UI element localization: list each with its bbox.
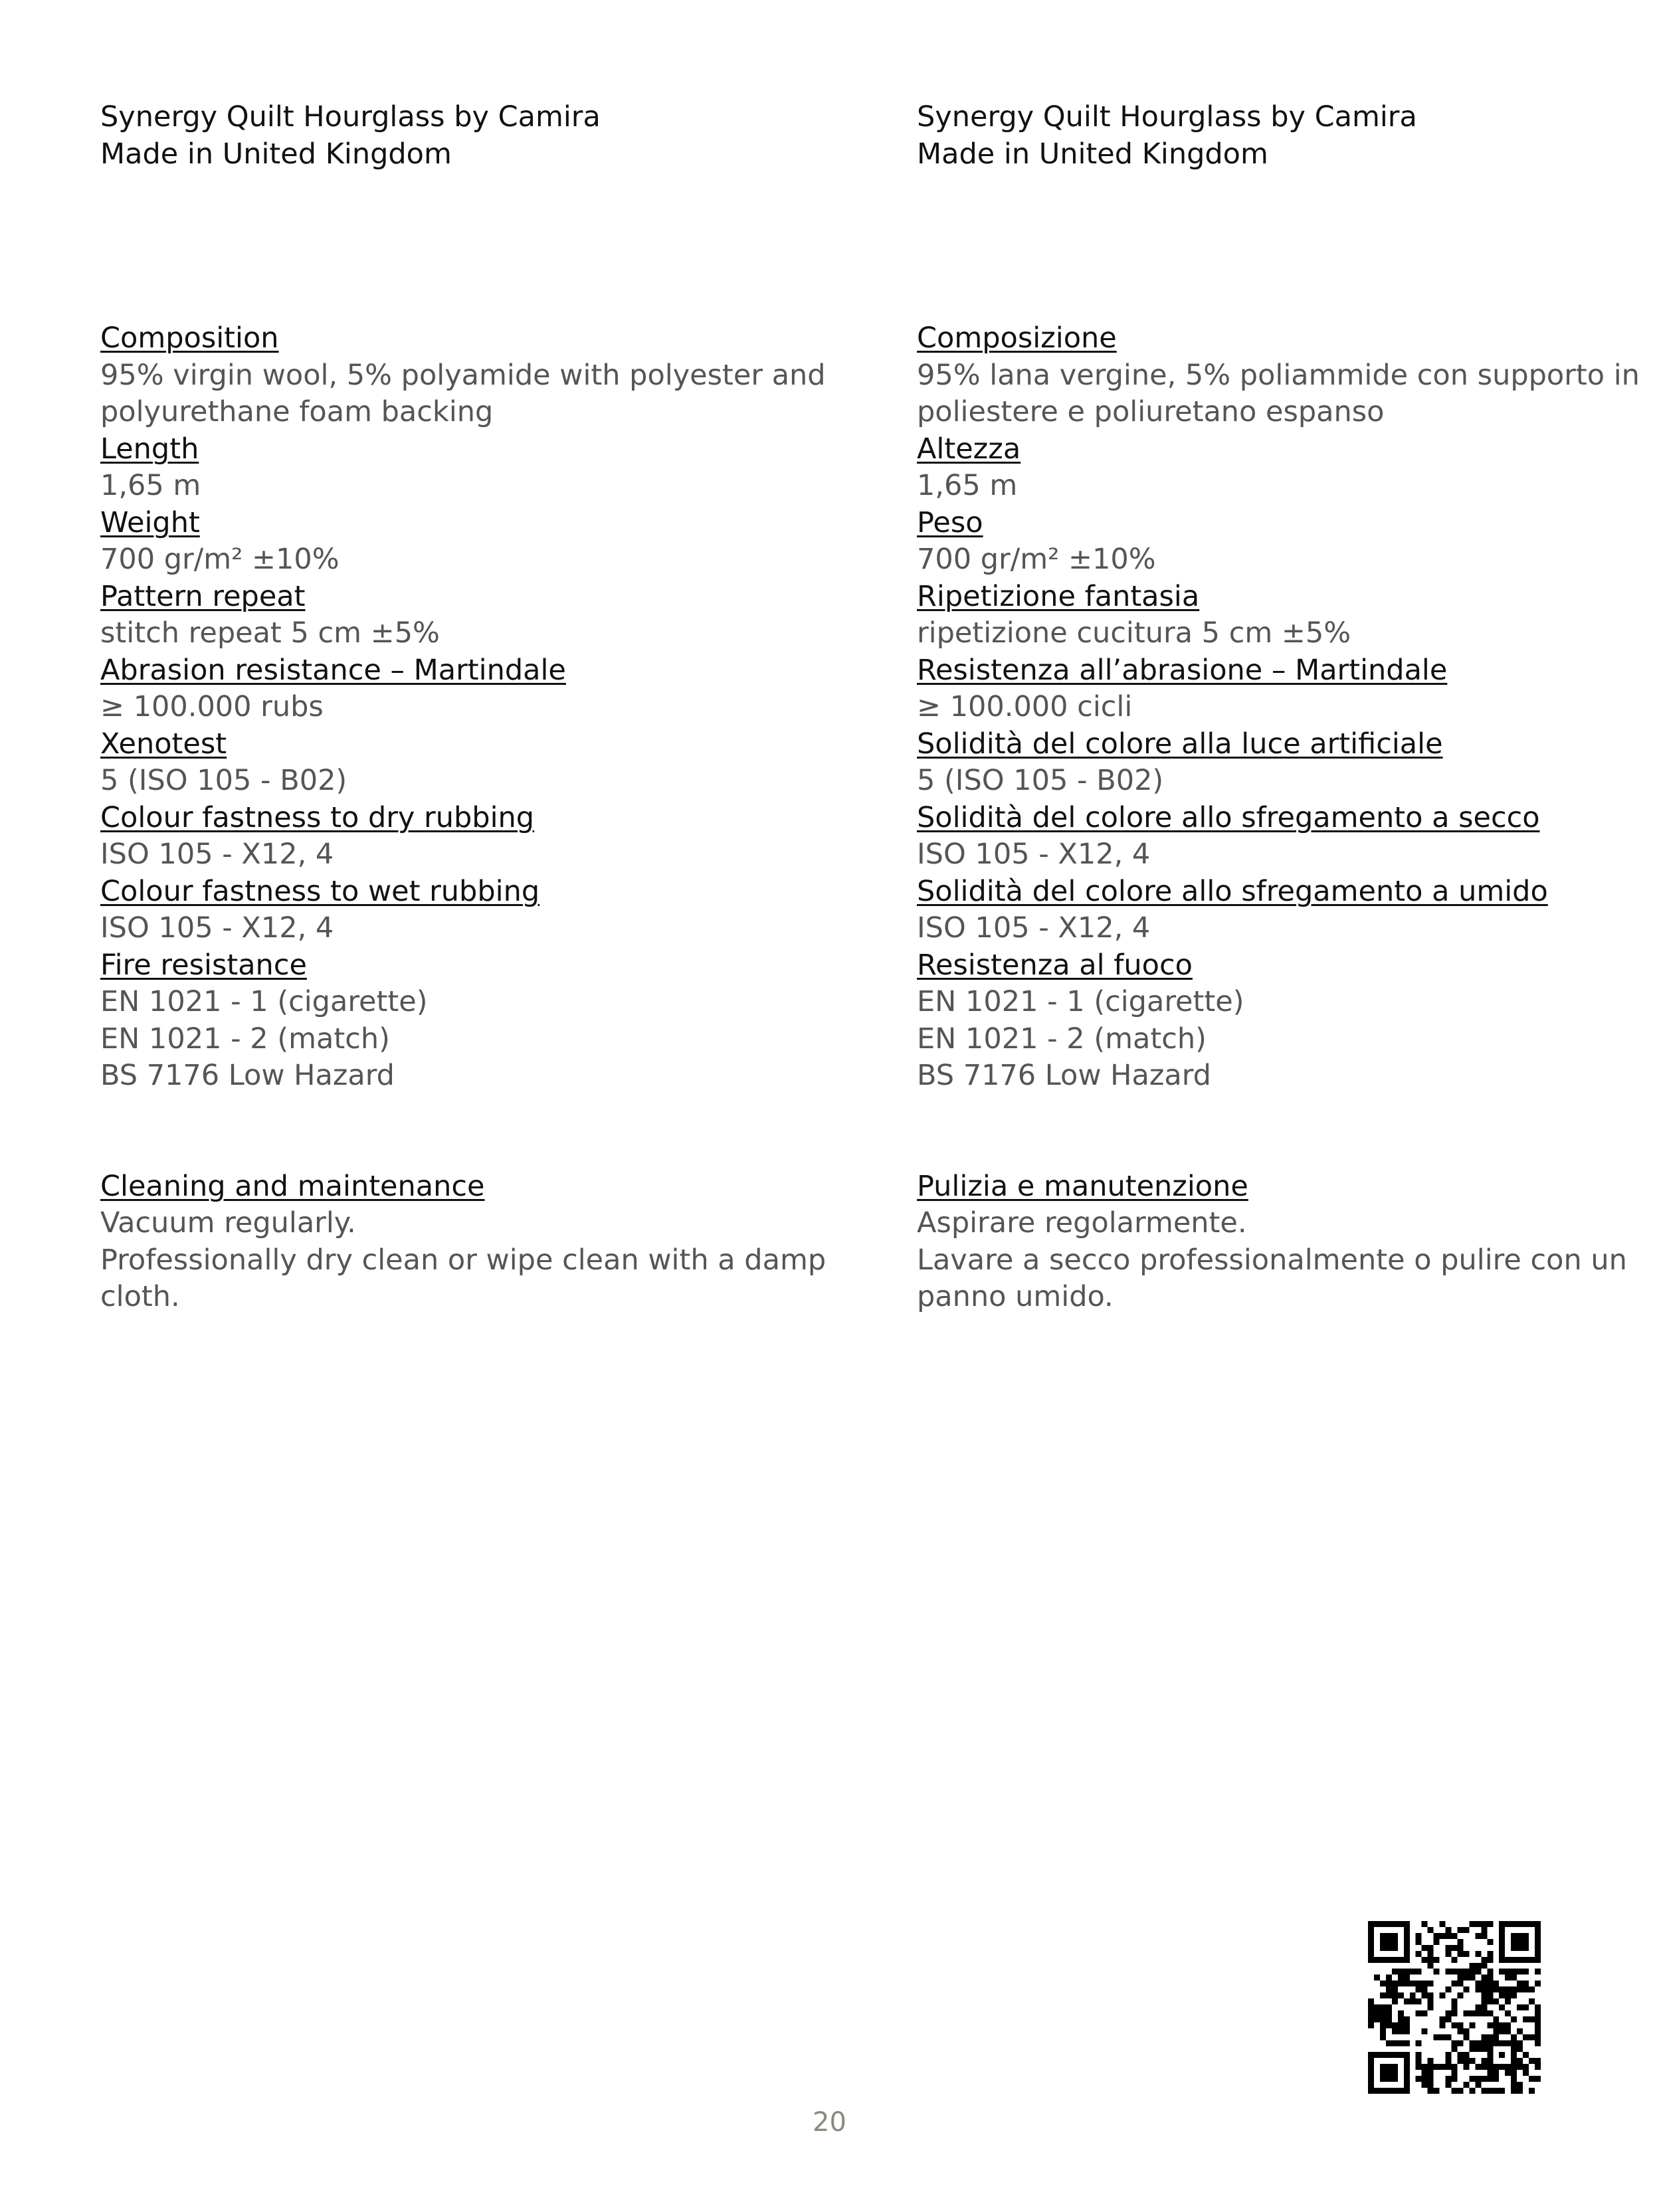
spec-label: Resistenza al fuoco <box>917 948 1193 982</box>
spec-label: Solidità del colore allo sfregamento a secco <box>917 800 1540 834</box>
spec-value: EN 1021 - 1 (cigarette) <box>100 985 428 1018</box>
spec-value: 5 (ISO 105 - B02) <box>100 764 347 797</box>
spec-value: ≥ 100.000 rubs <box>100 690 324 723</box>
spec-label: Composizione <box>917 322 1117 355</box>
spec-label: Length <box>100 432 199 466</box>
spec-value: 5 (ISO 105 - B02) <box>917 764 1164 797</box>
cleaning-section <box>917 1168 1659 1316</box>
cleaning-label: Pulizia e manutenzione <box>917 1169 1248 1203</box>
english-column <box>100 98 858 1316</box>
product-title: Synergy Quilt Hourglass by Camira <box>917 100 1417 134</box>
spec-label: Pattern repeat <box>100 579 306 613</box>
spec-label: Colour fastness to dry rubbing <box>100 800 535 834</box>
spec-label: Solidità del colore allo sfregamento a umido <box>917 874 1548 908</box>
spec-value: ISO 105 - X12, 4 <box>100 838 334 871</box>
cleaning-value: Vacuum regularly. <box>100 1206 356 1240</box>
spec-value: ripetizione cucitura 5 cm ±5% <box>917 616 1351 650</box>
spec-label: Xenotest <box>100 727 227 761</box>
spec-value: BS 7176 Low Hazard <box>917 1059 1211 1092</box>
spec-value: EN 1021 - 2 (match) <box>917 1022 1207 1056</box>
spec-value: ≥ 100.000 cicli <box>917 690 1133 723</box>
product-origin: Made in United Kingdom <box>917 138 1268 171</box>
spec-label: Colour fastness to wet rubbing <box>100 874 540 908</box>
spec-label: Abrasion resistance – Martindale <box>100 653 566 687</box>
spec-value: BS 7176 Low Hazard <box>100 1059 395 1092</box>
qr-code-icon[interactable] <box>1368 1921 1541 2094</box>
page-number: 20 <box>813 2107 846 2138</box>
spec-label: Resistenza all’abrasione – Martindale <box>917 653 1448 687</box>
spec-value: 1,65 m <box>100 469 201 502</box>
cleaning-section <box>100 1168 858 1316</box>
spec-value: ISO 105 - X12, 4 <box>917 838 1151 871</box>
spec-label: Fire resistance <box>100 948 307 982</box>
spec-value: 95% lana vergine, 5% poliammide con supporto in poliestere e poliuretano espanso <box>917 358 1640 428</box>
spec-value: ISO 105 - X12, 4 <box>100 911 334 945</box>
cleaning-label: Cleaning and maintenance <box>100 1169 485 1203</box>
spec-value: 700 gr/m² ±10% <box>917 543 1156 576</box>
spec-value: EN 1021 - 2 (match) <box>100 1022 390 1056</box>
spec-label: Composition <box>100 322 279 355</box>
spec-label: Altezza <box>917 432 1021 466</box>
spec-value: 1,65 m <box>917 469 1018 502</box>
spec-value: ISO 105 - X12, 4 <box>917 911 1151 945</box>
spec-label: Ripetizione fantasia <box>917 579 1200 613</box>
cleaning-value: Professionally dry clean or wipe clean with a damp cloth. <box>100 1243 827 1313</box>
spec-value: 95% virgin wool, 5% polyamide with polyester and polyurethane foam backing <box>100 358 826 428</box>
product-origin: Made in United Kingdom <box>100 138 452 171</box>
spec-label: Weight <box>100 506 200 539</box>
spec-list <box>100 320 858 1095</box>
spec-list <box>917 320 1659 1095</box>
spec-value: EN 1021 - 1 (cigarette) <box>917 985 1244 1018</box>
cleaning-value: Lavare a secco professionalmente o pulire con un panno umido. <box>917 1243 1627 1313</box>
italian-column <box>917 98 1659 1316</box>
spec-label: Peso <box>917 506 983 539</box>
spec-value: stitch repeat 5 cm ±5% <box>100 616 440 650</box>
cleaning-value: Aspirare regolarmente. <box>917 1206 1247 1240</box>
spec-value: 700 gr/m² ±10% <box>100 543 340 576</box>
spec-label: Solidità del colore alla luce artificiale <box>917 727 1443 761</box>
product-title: Synergy Quilt Hourglass by Camira <box>100 100 601 134</box>
